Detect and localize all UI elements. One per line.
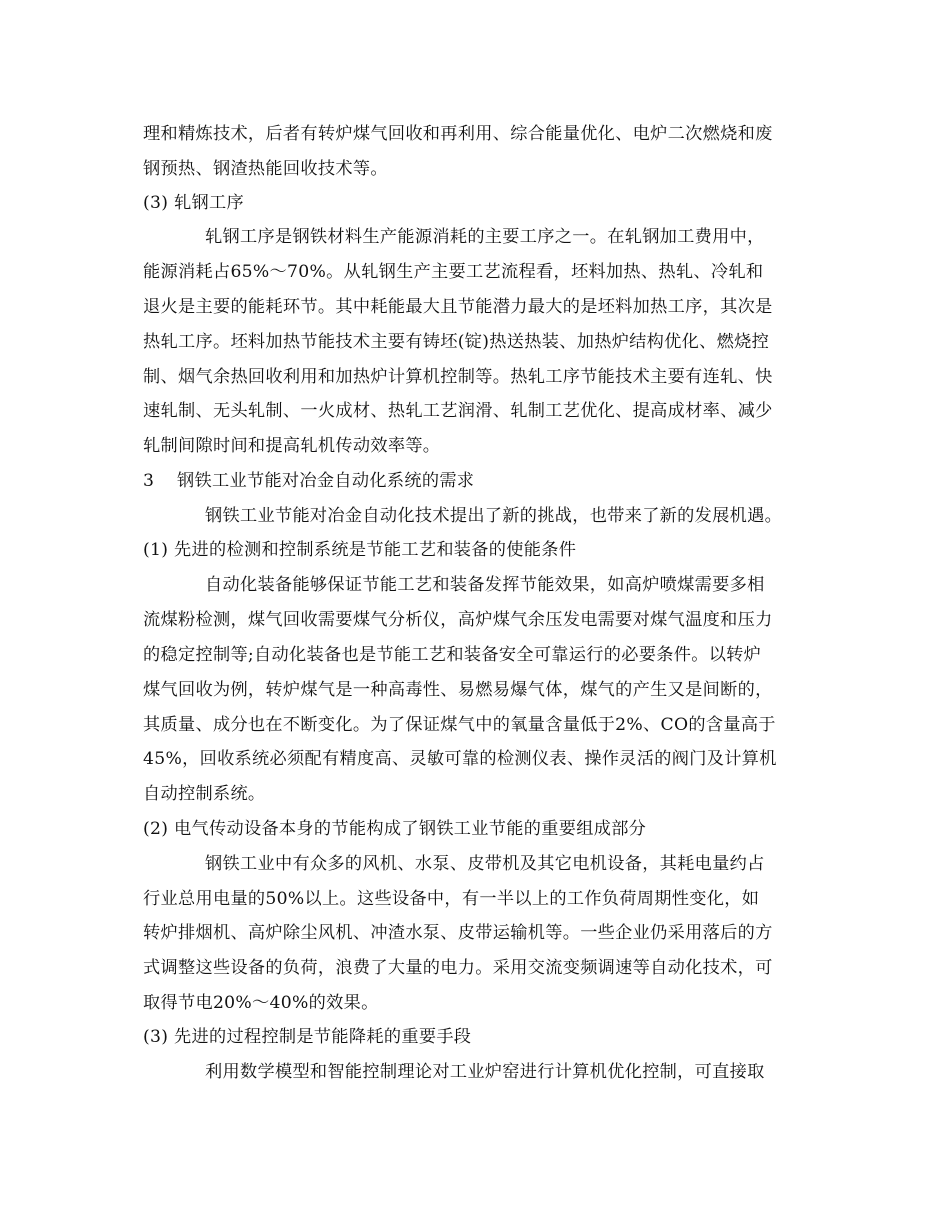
paragraph-line: 流煤粉检测，煤气回收需要煤气分析仪，高炉煤气余压发电需要对煤气温度和压力 (143, 610, 773, 630)
paragraph-line: 45%，回收系统必须配有精度高、灵敏可靠的检测仪表、操作灵活的阀门及计算机 (143, 749, 777, 769)
paragraph-line: 热轧工序。坯料加热节能技术主要有铸坯(锭)热送热装、加热炉结构优化、燃烧控 (143, 332, 770, 352)
paragraph-line: 取得节电20%～40%的效果。 (143, 993, 379, 1013)
paragraph-line: 行业总用电量的50%以上。这些设备中，有一半以上的工作负荷周期性变化，如 (143, 889, 760, 909)
paragraph-line: 自动控制系统。 (143, 784, 266, 804)
paragraph-line: 钢铁工业节能对冶金自动化技术提出了新的挑战，也带来了新的发展机遇。 (205, 506, 783, 526)
paragraph-line: 其质量、成分也在不断变化。为了保证煤气中的氧量含量低于2%、CO的含量高于 (143, 715, 776, 735)
section-number: 3 (143, 471, 155, 491)
paragraph-line: 理和精炼技术，后者有转炉煤气回收和再利用、综合能量优化、电炉二次燃烧和废 (143, 124, 773, 144)
subheading-process-control: (3) 先进的过程控制是节能降耗的重要手段 (143, 1027, 472, 1047)
paragraph-line: 的稳定控制等;自动化装备也是节能工艺和装备安全可靠运行的必要条件。以转炉 (143, 645, 762, 665)
paragraph-line: 能源消耗占65%～70%。从轧钢生产主要工艺流程看，坯料加热、热轧、冷轧和 (143, 262, 764, 282)
paragraph-line: 利用数学模型和智能控制理论对工业炉窑进行计算机优化控制，可直接取 (205, 1062, 765, 1082)
section-heading (143, 470, 813, 492)
subheading-detection: (1) 先进的检测和控制系统是节能工艺和装备的使能条件 (143, 540, 577, 560)
paragraph-line: 自动化装备能够保证节能工艺和装备发挥节能效果，如高炉喷煤需要多相 (205, 575, 765, 595)
paragraph-line: 煤气回收为例，转炉煤气是一种高毒性、易燃易爆气体，煤气的产生又是间断的， (143, 680, 773, 700)
paragraph-line: 转炉排烟机、高炉除尘风机、冲渣水泵、皮带运输机等。一些企业仍采用落后的方 (143, 923, 773, 943)
paragraph-line: 轧制间隙时间和提高轧机传动效率等。 (143, 436, 441, 456)
paragraph-line: 速轧制、无头轧制、一火成材、热轧工艺润滑、轧制工艺优化、提高成材率、减少 (143, 401, 773, 421)
paragraph-line: 式调整这些设备的负荷，浪费了大量的电力。采用交流变频调速等自动化技术，可 (143, 958, 773, 978)
section-title: 钢铁工业节能对冶金自动化系统的需求 (177, 471, 475, 491)
paragraph-line: 轧钢工序是钢铁材料生产能源消耗的主要工序之一。在轧钢加工费用中， (205, 227, 765, 247)
paragraph-line: 钢预热、钢渣热能回收技术等。 (143, 159, 388, 179)
paragraph-line: 制、烟气余热回收利用和加热炉计算机控制等。热轧工序节能技术主要有连轧、快 (143, 367, 773, 387)
paragraph-line: 钢铁工业中有众多的风机、水泵、皮带机及其它电机设备，其耗电量约占 (205, 854, 765, 874)
subheading-rolling: (3) 轧钢工序 (143, 193, 244, 213)
subheading-electric-drive: (2) 电气传动设备本身的节能构成了钢铁工业节能的重要组成部分 (143, 819, 647, 839)
paragraph-line: 退火是主要的能耗环节。其中耗能最大且节能潜力最大的是坯料加热工序，其次是 (143, 297, 773, 317)
